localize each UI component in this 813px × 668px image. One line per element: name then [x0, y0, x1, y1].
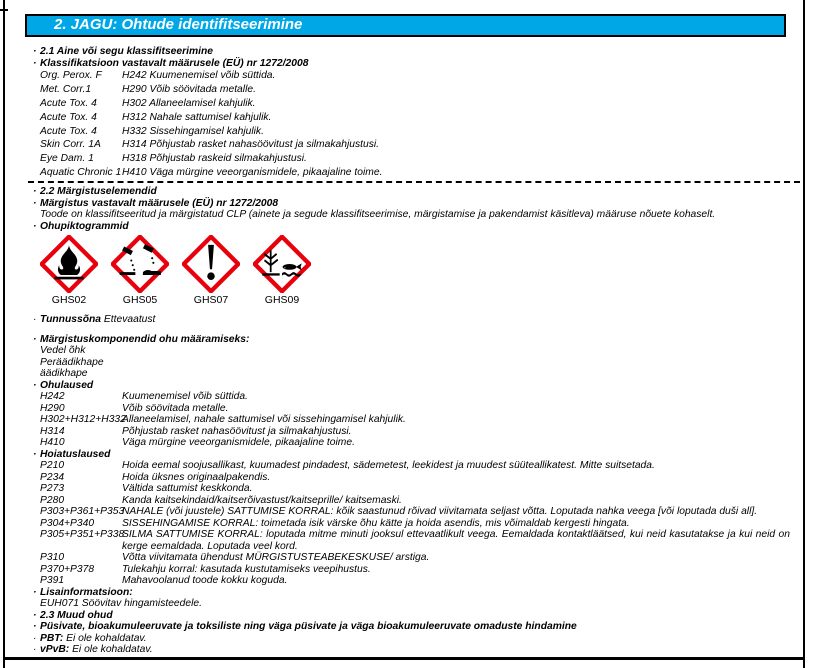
- hazard-class: Acute Tox. 4: [40, 125, 97, 137]
- hazard-code: H290: [40, 402, 65, 414]
- precaution-code: P391: [40, 575, 65, 587]
- pictogram-ghs09: [253, 235, 311, 306]
- hazard-code: H410: [40, 437, 65, 449]
- precaution-text: Kanda kaitsekindaid/kaitserõivastust/kaitseprille/ kaitsemaski.: [122, 494, 402, 506]
- precaution-code: P304+P340: [40, 517, 95, 529]
- hazard-class-statement: H314 Põhjustab rasket nahasöövitust ja silmakahjustusi.: [122, 139, 379, 151]
- hazard-class: Met. Corr.1: [40, 83, 92, 95]
- page-frame-right: [803, 0, 805, 668]
- precautionary-statement-row: [40, 483, 790, 495]
- corrosion-icon: [111, 235, 169, 293]
- section-header-bar: [25, 14, 786, 37]
- section-divider-dashed: [28, 181, 800, 183]
- hazard-text: Põhjustab rasket nahasöövitust ja silmakahjustusi.: [122, 425, 352, 437]
- hazard-text: Kuumenemisel võib süttida.: [122, 391, 248, 403]
- hazard-class: Eye Dam. 1: [40, 153, 94, 165]
- hazard-class: Acute Tox. 4: [40, 97, 97, 109]
- classification-row: [40, 139, 790, 151]
- precaution-text: SISSEHINGAMISE KORRAL: toimetada isik värske õhu kätte ja hoida asendis, mis võimaldab kergesti hingata.: [122, 517, 630, 529]
- label-component: äädikhape: [40, 368, 88, 380]
- precautionary-statement-row: [40, 529, 790, 552]
- additional-info-line: EUH071 Söövitav hingamisteedele.: [40, 598, 202, 610]
- page-frame-bottom: [3, 657, 805, 660]
- hazard-code: H302+H312+H332: [40, 414, 126, 426]
- pictogram-label: GHS09: [264, 294, 300, 307]
- precaution-code: P280: [40, 494, 65, 506]
- classification-row: [40, 70, 790, 82]
- heading-additional-info: · Lisainformatsioon:: [40, 587, 790, 599]
- hazard-statement-row: [40, 391, 790, 403]
- precautionary-statement-row: [40, 552, 790, 564]
- classification-row: [40, 98, 790, 110]
- hazard-text: Allaneelamisel, nahale sattumisel või sissehingamisel kahjulik.: [122, 414, 406, 426]
- page-frame-left: [3, 0, 5, 668]
- precaution-text: Mahavoolanud toode kokku koguda.: [122, 575, 288, 587]
- hazard-class: Aquatic Chronic 1: [40, 167, 122, 179]
- hazard-statement-row: [40, 403, 790, 415]
- precautionary-statement-row: [40, 564, 790, 576]
- heading-labelling-regulation: · Märgistus vastavalt määrusele (EÜ) nr 1272/2008: [40, 198, 790, 210]
- hazard-class-statement: H302 Allaneelamisel kahjulik.: [122, 97, 256, 109]
- heading-2-2: · 2.2 Märgistuselemendid: [40, 186, 790, 198]
- precautionary-statement-row: [40, 575, 790, 587]
- vpvb-value: Ei ole kohaldatav.: [72, 644, 153, 656]
- precaution-code: P305+P351+P338: [40, 529, 125, 541]
- precaution-text: Võtta viivitamata ühendust MÜRGISTUSTEABEKESKUSE/ arstiga.: [122, 552, 430, 564]
- pictogram-label: GHS07: [193, 294, 229, 307]
- heading-precautionary-statements: · Hoiatuslaused: [40, 449, 790, 461]
- hazard-statements-list: [40, 391, 790, 449]
- precautionary-statement-row: [40, 460, 790, 472]
- hazard-statement-row: [40, 426, 790, 438]
- pictogram-ghs02: [40, 235, 98, 306]
- hazard-code: H314: [40, 425, 65, 437]
- section-content: [40, 44, 790, 656]
- precaution-text: Vältida sattumist keskkonda.: [122, 483, 253, 495]
- precaution-text: SILMA SATTUMISE KORRAL: loputada mitme minuti jooksul ettevaatlikult veega. Eemaldada kontaktläätsed, kui neid kasutatakse ja kui neid on kerge eemaldada. Loputada veel kord.: [122, 529, 790, 552]
- page-frame-tick: [0, 9, 8, 11]
- precautionary-statement-row: [40, 472, 790, 484]
- label-components-list: [40, 345, 790, 380]
- precaution-text: Hoida eemal soojusallikast, kuumadest pindadest, sädemetest, leekidest ja muudest süüteallikatest. Mitte suitsetada.: [122, 460, 655, 472]
- hazard-class: Acute Tox. 4: [40, 111, 97, 123]
- flame-icon: [40, 235, 98, 293]
- precautionary-statement-row: [40, 518, 790, 530]
- classification-table: [40, 70, 790, 179]
- classification-row: [40, 153, 790, 165]
- pbt-value: Ei ole kohaldatav.: [66, 632, 147, 644]
- hazard-class-statement: H332 Sissehingamisel kahjulik.: [122, 125, 264, 137]
- precautionary-statement-row: [40, 495, 790, 507]
- precaution-text: Tulekahju korral: kasutada kustutamiseks veepihustus.: [122, 563, 371, 575]
- hazard-statement-row: [40, 414, 790, 426]
- classification-row: [40, 112, 790, 124]
- hazard-class-statement: H410 Väga mürgine veeorganismidele, pikaajaline toime.: [122, 167, 383, 179]
- precautionary-statements-list: [40, 460, 790, 587]
- hazard-class: Org. Perox. F: [40, 70, 102, 81]
- pbt-label: PBT:: [40, 632, 64, 644]
- signal-word-label: Tunnussõna: [40, 314, 102, 326]
- precaution-code: P234: [40, 471, 65, 483]
- precaution-code: P303+P361+P353: [40, 506, 125, 518]
- precaution-code: P310: [40, 552, 65, 564]
- hazard-code: H242: [40, 391, 65, 403]
- precautionary-statement-row: [40, 506, 790, 518]
- hazard-class-statement: H242 Kuumenemisel võib süttida.: [122, 70, 276, 81]
- heading-2-1: · 2.1 Aine või segu klassifitseerimine: [40, 46, 790, 58]
- vpvb-label: vPvB:: [40, 644, 70, 656]
- hazard-text: Väga mürgine veeorganismidele, pikaajaline toime.: [122, 437, 355, 449]
- pictogram-ghs07: [182, 235, 240, 306]
- precaution-text: Hoida üksnes originaalpakendis.: [122, 471, 271, 483]
- vpvb-line: [40, 644, 790, 656]
- hazard-statement-row: [40, 437, 790, 449]
- hazard-text: Võib söövitada metalle.: [122, 402, 229, 414]
- precaution-code: P370+P378: [40, 563, 95, 575]
- heading-pbt-assessment: · Püsivate, bioakumuleeruvate ja toksiliste ning väga püsivate ja väga bioakumuleeruvate omaduste hindamine: [40, 621, 790, 633]
- hazard-class-statement: H312 Nahale sattumisel kahjulik.: [122, 111, 272, 123]
- classification-row: [40, 84, 790, 96]
- classification-row: [40, 167, 790, 179]
- label-component: Peräädikhape: [40, 356, 104, 368]
- signal-word-line: [40, 314, 790, 326]
- label-component: Vedel õhk: [40, 345, 86, 357]
- heading-hazard-statements: · Ohulaused: [40, 380, 790, 392]
- exclamation-icon: [182, 235, 240, 293]
- clp-note: Toode on klassifitseeritud ja märgistatud CLP (ainete ja segude klassifitseerimise, märgistamise ja pakendamist käsitleva) määruse nõuete kohaselt.: [40, 209, 716, 221]
- heading-label-components: · Märgistuskomponendid ohu määramiseks:: [40, 334, 790, 346]
- pbt-line: [40, 633, 790, 645]
- precaution-code: P210: [40, 460, 65, 472]
- precaution-text: NAHALE (või juustele) SATTUMISE KORRAL: kõik saastunud rõivad viivitamata seljast võtta. Loputada nahka veega [või loputada duši all].: [122, 506, 758, 518]
- heading-pictograms: · Ohupiktogrammid: [40, 221, 790, 233]
- pictogram-row: [40, 235, 790, 306]
- environment-icon: [253, 235, 311, 293]
- pictogram-label: GHS05: [122, 294, 158, 307]
- precaution-code: P273: [40, 483, 65, 495]
- signal-word-value: Ettevaatust: [103, 314, 156, 326]
- pictogram-ghs05: [111, 235, 169, 306]
- section-title: 2. JAGU: Ohtude identifitseerimine: [54, 16, 303, 33]
- hazard-class-statement: H290 Võib söövitada metalle.: [122, 83, 256, 95]
- pictogram-label: GHS02: [51, 294, 87, 307]
- classification-row: [40, 126, 790, 138]
- heading-classification-regulation: · Klassifikatsioon vastavalt määrusele (EÜ) nr 1272/2008: [40, 58, 790, 70]
- hazard-class: Skin Corr. 1A: [40, 139, 101, 151]
- heading-2-3: · 2.3 Muud ohud: [40, 610, 790, 622]
- hazard-class-statement: H318 Põhjustab raskeid silmakahjustusi.: [122, 153, 307, 165]
